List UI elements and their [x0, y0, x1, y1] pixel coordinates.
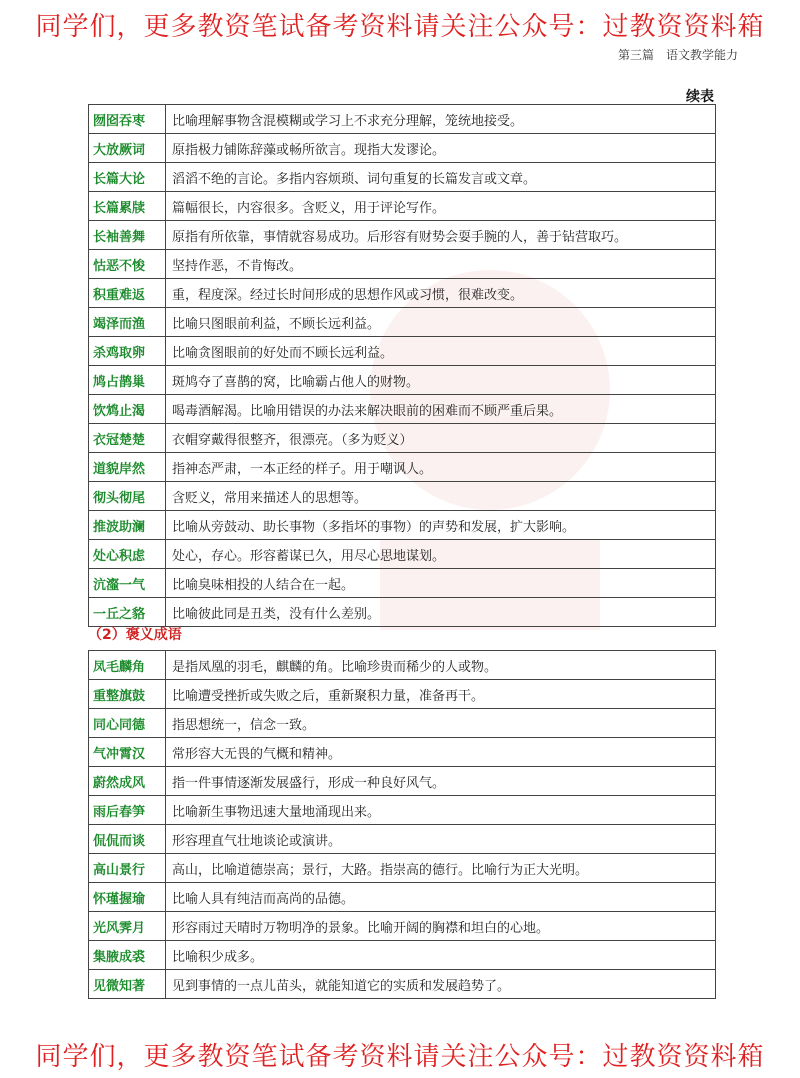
idiom-term: 侃侃而谈: [89, 825, 166, 854]
table-row: [89, 453, 716, 482]
idiom-description: 高山，比喻道德崇高；景行，大路。指崇高的德行。比喻行为正大光明。: [166, 854, 716, 883]
chapter-header: 第三篇 语文教学能力: [617, 48, 738, 62]
idiom-description: 坚持作恶，不肯悔改。: [166, 250, 716, 279]
table-row: [89, 105, 716, 134]
idiom-description: 见到事情的一点儿苗头，就能知道它的实质和发展趋势了。: [166, 970, 716, 999]
idiom-term: 凤毛麟角: [89, 651, 166, 680]
idiom-description: 常形容大无畏的气概和精神。: [166, 738, 716, 767]
table-row: [89, 134, 716, 163]
idiom-description: 形容雨过天晴时万物明净的景象。比喻开阔的胸襟和坦白的心地。: [166, 912, 716, 941]
commendatory-idioms-table: [88, 650, 716, 999]
table-row: [89, 308, 716, 337]
table-row: [89, 825, 716, 854]
idiom-term: 积重难返: [89, 279, 166, 308]
idiom-term: 衣冠楚楚: [89, 424, 166, 453]
bottom-banner: 同学们，更多教资笔试备考资料请关注公众号：过教资资料箱: [35, 1042, 765, 1072]
table-row: [89, 250, 716, 279]
table-row: [89, 511, 716, 540]
idiom-description: 比喻积少成多。: [166, 941, 716, 970]
idiom-term: 同心同德: [89, 709, 166, 738]
idiom-description: 篇幅很长，内容很多。含贬义，用于评论写作。: [166, 192, 716, 221]
table-row: [89, 192, 716, 221]
idiom-description: 比喻彼此同是丑类，没有什么差别。: [166, 598, 716, 627]
table-row: [89, 651, 716, 680]
idiom-term: 长篇累牍: [89, 192, 166, 221]
idiom-term: 一丘之貉: [89, 598, 166, 627]
idiom-term: 集腋成裘: [89, 941, 166, 970]
idiom-term: 沆瀣一气: [89, 569, 166, 598]
idiom-description: 原指有所依靠，事情就容易成功。后形容有财势会耍手腕的人，善于钻营取巧。: [166, 221, 716, 250]
table-row: [89, 970, 716, 999]
table-row: [89, 854, 716, 883]
idiom-term: 竭泽而渔: [89, 308, 166, 337]
table-row: [89, 337, 716, 366]
table-row: [89, 221, 716, 250]
table-row: [89, 598, 716, 627]
idiom-term: 鸠占鹊巢: [89, 366, 166, 395]
idiom-term: 推波助澜: [89, 511, 166, 540]
idiom-description: 喝毒酒解渴。比喻用错误的办法来解决眼前的困难而不顾严重后果。: [166, 395, 716, 424]
idiom-description: 比喻从旁鼓动、助长事物（多指坏的事物）的声势和发展，扩大影响。: [166, 511, 716, 540]
table-row: [89, 680, 716, 709]
idiom-term: 怙恶不悛: [89, 250, 166, 279]
table-row: [89, 912, 716, 941]
table-row: [89, 767, 716, 796]
idiom-term: 道貌岸然: [89, 453, 166, 482]
idiom-description: 是指凤凰的羽毛，麒麟的角。比喻珍贵而稀少的人或物。: [166, 651, 716, 680]
idiom-term: 雨后春笋: [89, 796, 166, 825]
idiom-description: 比喻贪图眼前的好处而不顾长远利益。: [166, 337, 716, 366]
idiom-term: 饮鸩止渴: [89, 395, 166, 424]
derogatory-idioms-table: [88, 104, 716, 627]
table-row: [89, 941, 716, 970]
idiom-term: 高山景行: [89, 854, 166, 883]
idiom-description: 比喻遭受挫折或失败之后，重新聚积力量，准备再干。: [166, 680, 716, 709]
idiom-term: 杀鸡取卵: [89, 337, 166, 366]
idiom-description: 指思想统一，信念一致。: [166, 709, 716, 738]
idiom-term: 蔚然成风: [89, 767, 166, 796]
table-row: [89, 709, 716, 738]
idiom-description: 比喻新生事物迅速大量地涌现出来。: [166, 796, 716, 825]
idiom-term: 重整旗鼓: [89, 680, 166, 709]
section-title: （2）褒义成语: [88, 627, 182, 643]
table-row: [89, 279, 716, 308]
table-row: [89, 163, 716, 192]
table-row: [89, 424, 716, 453]
idiom-description: 指一件事情逐渐发展盛行，形成一种良好风气。: [166, 767, 716, 796]
table-row: [89, 482, 716, 511]
idiom-description: 斑鸠夺了喜鹊的窝，比喻霸占他人的财物。: [166, 366, 716, 395]
idiom-description: 比喻只图眼前利益，不顾长远利益。: [166, 308, 716, 337]
table-row: [89, 738, 716, 767]
idiom-term: 长袖善舞: [89, 221, 166, 250]
table-row: [89, 395, 716, 424]
idiom-term: 彻头彻尾: [89, 482, 166, 511]
idiom-term: 见微知著: [89, 970, 166, 999]
idiom-term: 气冲霄汉: [89, 738, 166, 767]
idiom-term: 怀瑾握瑜: [89, 883, 166, 912]
idiom-description: 处心，存心。形容蓄谋已久，用尽心思地谋划。: [166, 540, 716, 569]
table-row: [89, 540, 716, 569]
idiom-description: 原指极力铺陈辞藻或畅所欲言。现指大发谬论。: [166, 134, 716, 163]
idiom-description: 重，程度深。经过长时间形成的思想作风或习惯，很难改变。: [166, 279, 716, 308]
idiom-term: 大放厥词: [89, 134, 166, 163]
idiom-term: 长篇大论: [89, 163, 166, 192]
idiom-description: 滔滔不绝的言论。多指内容烦琐、词句重复的长篇发言或文章。: [166, 163, 716, 192]
table-row: [89, 366, 716, 395]
top-banner: 同学们，更多教资笔试备考资料请关注公众号：过教资资料箱: [35, 12, 765, 42]
idiom-description: 比喻理解事物含混模糊或学习上不求充分理解，笼统地接受。: [166, 105, 716, 134]
idiom-term: 光风霁月: [89, 912, 166, 941]
table-row: [89, 569, 716, 598]
table-row: [89, 796, 716, 825]
table-row: [89, 883, 716, 912]
idiom-term: 处心积虑: [89, 540, 166, 569]
continued-label: 续表: [686, 89, 714, 105]
idiom-description: 指神态严肃，一本正经的样子。用于嘲讽人。: [166, 453, 716, 482]
idiom-description: 比喻臭味相投的人结合在一起。: [166, 569, 716, 598]
idiom-description: 比喻人具有纯洁而高尚的品德。: [166, 883, 716, 912]
idiom-description: 衣帽穿戴得很整齐，很漂亮。（多为贬义）: [166, 424, 716, 453]
idiom-term: 囫囵吞枣: [89, 105, 166, 134]
idiom-description: 含贬义，常用来描述人的思想等。: [166, 482, 716, 511]
idiom-description: 形容理直气壮地谈论或演讲。: [166, 825, 716, 854]
